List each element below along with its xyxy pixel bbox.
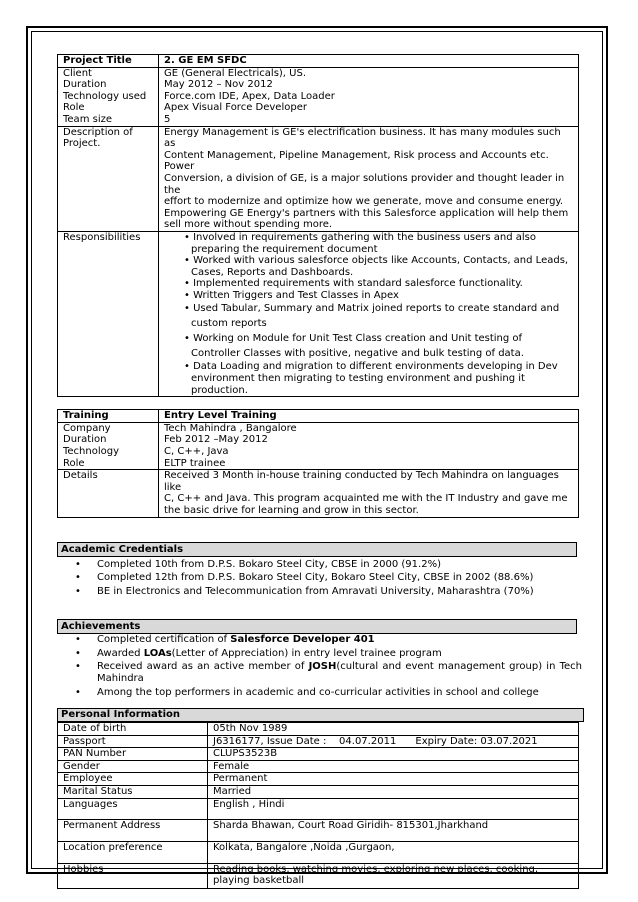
personal-row xyxy=(58,735,579,748)
academic-list xyxy=(57,559,582,600)
project-description-text xyxy=(159,126,579,231)
project-client-value: GE (General Electricals), US. xyxy=(164,67,307,79)
academic-item: • Completed 12th from D.P.S. Bokaro Steel City, Bokaro Steel City, CBSE in 2002 (88.6%) xyxy=(97,572,582,586)
personal-value: 05th Nov 1989 xyxy=(208,723,579,736)
personal-value: Female xyxy=(208,760,579,773)
resume-content xyxy=(57,54,582,889)
achievement-bold: Salesforce Developer 401 xyxy=(230,634,375,646)
training-label: Training xyxy=(58,410,159,423)
personal-row xyxy=(58,760,579,773)
details-line: C, C++ and Java. This program acquainted me with the IT Industry and gave me xyxy=(164,493,568,505)
personal-value: Married xyxy=(208,786,579,799)
achievement-text: Received award as an active member of xyxy=(97,661,309,673)
academic-item: • BE in Electronics and Telecommunication from Amravati University, Maharashtra (70%) xyxy=(97,586,582,600)
personal-info-table xyxy=(57,722,579,889)
project-description-label xyxy=(58,126,159,231)
achievements-heading: Achievements xyxy=(57,619,577,634)
personal-row xyxy=(58,748,579,761)
details-line: Received 3 Month in-house training conducted by Tech Mahindra on languages like xyxy=(164,470,559,493)
achievement-bold: JOSH xyxy=(308,661,337,673)
responsibility-item: • Data Loading and migration to different environments developing in Dev environment then migrating to testing environment and pushing it production. xyxy=(184,361,558,396)
achievement-item xyxy=(97,648,582,662)
training-details-row xyxy=(58,470,579,517)
responsibilities-label: Responsibilities xyxy=(58,231,159,396)
project-info-values xyxy=(159,67,579,126)
description-line: Empowering GE Energy's partners with this Salesforce application will help them xyxy=(164,207,569,219)
personal-value: Kolkata, Bangalore ,Noida ,Gurgaon, xyxy=(208,841,579,863)
personal-value: Permanent xyxy=(208,773,579,786)
achievement-text: (cultural and event management group) in Tech Mahindra xyxy=(97,661,582,685)
personal-value: English , Hindi xyxy=(208,798,579,819)
description-line: Content Management, Pipeline Management, Risk process and Accounts etc. Power xyxy=(164,149,549,173)
project-client-label: Client xyxy=(63,67,92,79)
personal-label: Employee xyxy=(58,773,208,786)
achievement-text: Awarded xyxy=(97,647,144,659)
training-details-text xyxy=(159,470,579,517)
description-line: Energy Management is GE's electrification business. It has many modules such as xyxy=(164,126,561,150)
academic-credentials-heading: Academic Credentials xyxy=(57,542,577,557)
personal-row xyxy=(58,863,579,888)
personal-information-heading: Personal Information xyxy=(57,708,584,722)
project-duration-label: Duration xyxy=(63,79,107,91)
achievement-item xyxy=(97,661,582,687)
description-line: sell more without spending more. xyxy=(164,219,333,231)
achievement-text: Completed certification of xyxy=(97,634,231,646)
achievement-text: (Letter of Appreciation) in entry level trainee program xyxy=(171,647,442,659)
personal-label: Passport xyxy=(58,735,208,748)
personal-label: PAN Number xyxy=(58,748,208,761)
achievement-item xyxy=(97,634,582,648)
personal-row xyxy=(58,798,579,819)
project-duration-value: May 2012 – Nov 2012 xyxy=(164,79,273,91)
description-line: Conversion, a division of GE, is a major solutions provider and thought leader in the xyxy=(164,172,565,196)
project-info-labels xyxy=(58,67,159,126)
training-company-value: Tech Mahindra , Bangalore xyxy=(164,422,297,434)
project-description-row xyxy=(58,126,579,231)
responsibility-item: • Used Tabular, Summary and Matrix joined reports to create standard and custom reports xyxy=(184,303,560,330)
project-responsibilities-row xyxy=(58,231,579,396)
personal-label: Marital Status xyxy=(58,786,208,799)
training-duration-label: Duration xyxy=(63,434,107,446)
training-info-values xyxy=(159,422,579,469)
responsibility-item: • Working on Module for Unit Test Class creation and Unit testing of Controller Classes with positive, negative and bulk testing of data. xyxy=(184,333,524,360)
personal-value: CLUPS3523B xyxy=(208,748,579,761)
achievements-list xyxy=(57,634,582,700)
project-table xyxy=(57,54,579,397)
training-info-row xyxy=(58,422,579,469)
training-table xyxy=(57,409,579,517)
details-line: the basic drive for learning and grow in this sector. xyxy=(164,505,419,516)
project-title-value: 2. GE EM SFDC xyxy=(159,55,579,68)
training-details-label: Details xyxy=(58,470,159,517)
project-header-row xyxy=(58,55,579,68)
responsibility-item: • Implemented requirements with standard salesforce functionality. xyxy=(184,278,523,290)
responsibility-item: • Worked with various salesforce objects like Accounts, Contacts, and Leads, Cases, Reports and Dashboards. xyxy=(184,255,569,278)
personal-label: Date of birth xyxy=(58,723,208,736)
training-header-row xyxy=(58,410,579,423)
personal-label: Hobbies xyxy=(58,863,208,888)
project-role-label: Role xyxy=(63,102,85,114)
project-role-value: Apex Visual Force Developer xyxy=(164,102,307,114)
training-duration-value: Feb 2012 –May 2012 xyxy=(164,434,268,446)
academic-item: • Completed 10th from D.P.S. Bokaro Steel City, CBSE in 2000 (91.2%) xyxy=(97,559,582,573)
description-label-line: Description of xyxy=(63,126,133,138)
personal-label: Gender xyxy=(58,760,208,773)
personal-row xyxy=(58,819,579,841)
personal-value: Reading books, watching movies, exploring new places, cooking, playing basketball xyxy=(208,863,579,888)
training-technology-value: C, C++, Java xyxy=(164,446,229,458)
personal-row xyxy=(58,786,579,799)
achievement-bold: LOAs xyxy=(143,647,172,659)
responsibilities-list xyxy=(159,231,579,396)
project-team-size-label: Team size xyxy=(63,113,112,125)
training-technology-label: Technology xyxy=(63,446,120,458)
project-team-size-value: 5 xyxy=(164,113,171,125)
personal-label: Location preference xyxy=(58,841,208,863)
personal-label: Languages xyxy=(58,798,208,819)
description-line: effort to modernize and optimize how we generate, move and consume energy. xyxy=(164,196,564,208)
personal-row xyxy=(58,841,579,863)
training-info-labels xyxy=(58,422,159,469)
training-role-label: Role xyxy=(63,457,85,469)
training-value: Entry Level Training xyxy=(159,410,579,423)
personal-row xyxy=(58,723,579,736)
responsibility-item: • Involved in requirements gathering with the business users and also preparing the requirement document xyxy=(184,231,536,255)
personal-label: Permanent Address xyxy=(58,819,208,841)
project-technology-label: Technology used xyxy=(63,90,147,102)
personal-value: J6316177, Issue Date : 04.07.2011 Expiry Date: 03.07.2021 xyxy=(208,735,579,748)
project-technology-value: Force.com IDE, Apex, Data Loader xyxy=(164,90,335,102)
personal-row xyxy=(58,773,579,786)
training-company-label: Company xyxy=(63,422,111,434)
project-info-row xyxy=(58,67,579,126)
personal-value: Sharda Bhawan, Court Road Giridih- 815301,Jharkhand xyxy=(208,819,579,841)
project-title-label: Project Title xyxy=(58,55,159,68)
responsibility-item: • Written Triggers and Test Classes in Apex xyxy=(184,289,399,301)
training-role-value: ELTP trainee xyxy=(164,457,226,469)
achievement-item: • Among the top performers in academic and co-curricular activities in school and college xyxy=(97,687,582,701)
description-label-line: Project. xyxy=(63,138,101,150)
